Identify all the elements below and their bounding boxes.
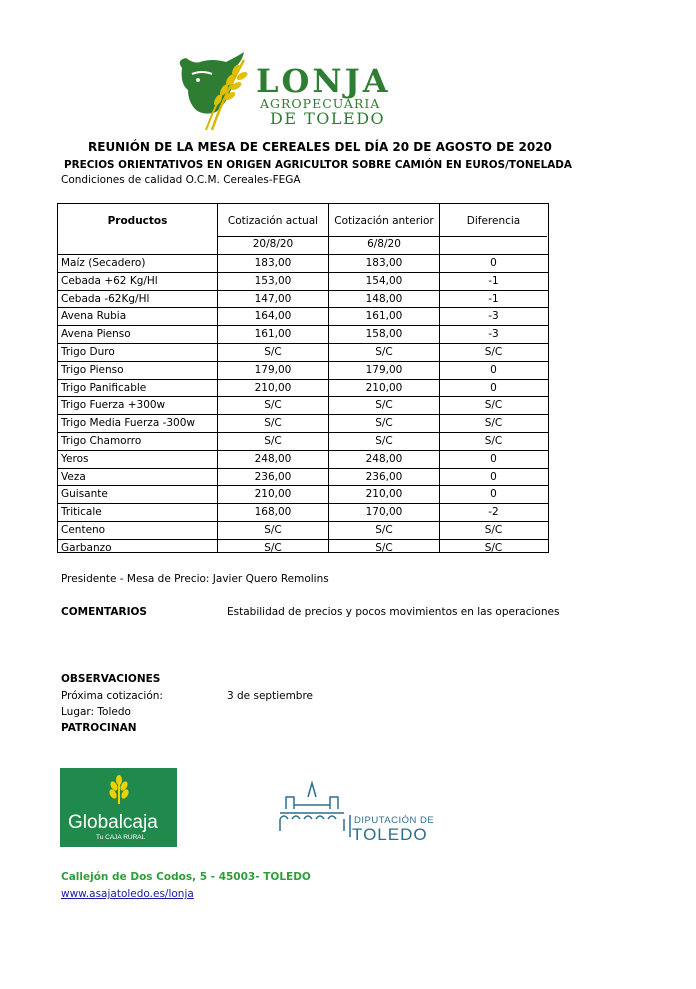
table-body: [58, 254, 548, 557]
comments-text: Estabilidad de precios y pocos movimientos en las operaciones: [227, 606, 560, 618]
previous-price: 210,00: [365, 488, 403, 501]
globalcaja-logo: [60, 768, 177, 847]
table-row: [58, 450, 548, 468]
table-row: [58, 432, 548, 450]
price-difference: S/C: [484, 417, 503, 430]
price-difference: 0: [490, 363, 497, 376]
current-price: S/C: [264, 523, 282, 536]
previous-price: 170,00: [365, 506, 403, 519]
table-row: [58, 396, 548, 414]
price-difference: S/C: [484, 541, 503, 554]
product-name: Yeros: [61, 452, 89, 465]
product-name: Centeno: [61, 523, 106, 536]
product-name: Cebada -62Kg/Hl: [61, 292, 150, 305]
product-name: Avena Pienso: [61, 328, 131, 341]
previous-price: S/C: [375, 434, 393, 447]
diputacion-main-text: TOLEDO: [352, 825, 428, 844]
current-price: 147,00: [254, 292, 292, 305]
price-difference: S/C: [484, 345, 503, 358]
current-price: S/C: [264, 345, 282, 358]
current-price: 248,00: [254, 452, 292, 465]
product-name: Garbanzo: [61, 541, 112, 554]
product-name: Trigo Duro: [61, 345, 115, 358]
table-row: [58, 307, 548, 325]
previous-price: 179,00: [365, 363, 403, 376]
table-row: [58, 361, 548, 379]
logo-sub2-text: DE TOLEDO: [270, 109, 386, 128]
page-subtitle: PRECIOS ORIENTATIVOS EN ORIGEN AGRICULTOR SOBRE CAMIÓN EN EUROS/TONELADA: [64, 159, 572, 171]
previous-price: 161,00: [365, 310, 403, 323]
current-price: S/C: [264, 434, 282, 447]
previous-price: S/C: [375, 417, 393, 430]
previous-price: 148,00: [365, 292, 403, 305]
lonja-logo: [172, 50, 392, 134]
current-price: S/C: [264, 399, 282, 412]
previous-price: 236,00: [365, 470, 403, 483]
previous-price: S/C: [375, 541, 393, 554]
globalcaja-tagline: Tu CAJA RURAL: [96, 834, 146, 841]
table-row: [58, 254, 548, 272]
price-difference: 0: [490, 381, 497, 394]
price-difference: 0: [490, 452, 497, 465]
current-price: S/C: [264, 417, 282, 430]
alcazar-icon: [272, 775, 352, 841]
previous-price: S/C: [375, 345, 393, 358]
previous-price: 248,00: [365, 452, 403, 465]
product-name: Maíz (Secadero): [61, 257, 146, 269]
place-line: Lugar: Toledo: [61, 706, 131, 718]
quality-conditions: Condiciones de calidad O.C.M. Cereales-FEGA: [61, 174, 301, 186]
next-quote-label: Próxima cotización:: [61, 690, 163, 702]
current-price: 164,00: [254, 310, 292, 323]
previous-date: 6/8/20: [367, 238, 401, 250]
bull-wheat-emblem-icon: [172, 50, 392, 134]
sponsors-label: PATROCINAN: [61, 722, 137, 734]
price-difference: 0: [490, 470, 497, 483]
product-name: Trigo Panificable: [61, 381, 147, 394]
comments-label: COMENTARIOS: [61, 606, 147, 618]
table-row: [58, 414, 548, 432]
current-price: 236,00: [254, 470, 292, 483]
globalcaja-name: Globalcaja: [68, 812, 158, 833]
next-quote-date: 3 de septiembre: [227, 690, 314, 702]
table-row: [58, 272, 548, 290]
table-row: [58, 379, 548, 397]
current-price: S/C: [264, 541, 282, 554]
price-difference: 0: [490, 488, 497, 501]
previous-price: 158,00: [365, 328, 403, 341]
header-previous: Cotización anterior: [334, 214, 434, 227]
president-line: Presidente - Mesa de Precio: Javier Quero Remolins: [61, 573, 329, 585]
header-current: Cotización actual: [227, 214, 319, 227]
table-row: [58, 539, 548, 557]
product-name: Trigo Fuerza +300w: [61, 399, 166, 412]
previous-price: 183,00: [365, 257, 403, 269]
price-difference: S/C: [484, 434, 503, 447]
product-name: Trigo Pienso: [61, 363, 124, 376]
logo-sub1-text: AGROPECUARIA: [260, 96, 381, 111]
product-name: Guisante: [61, 488, 108, 501]
table-row: [58, 290, 548, 308]
table-row: [58, 468, 548, 486]
page-title: REUNIÓN DE LA MESA DE CEREALES DEL DÍA 20 DE AGOSTO DE 2020: [88, 140, 552, 154]
price-difference: S/C: [484, 523, 503, 536]
table-row: [58, 503, 548, 521]
product-name: Triticale: [61, 506, 102, 519]
price-difference: -3: [488, 310, 499, 323]
table-row: [58, 325, 548, 343]
header-difference: Diferencia: [466, 214, 521, 227]
current-price: 153,00: [254, 274, 292, 287]
logo-main-text: LONJA: [256, 62, 391, 100]
website-link[interactable]: www.asajatoledo.es/lonja: [61, 888, 194, 900]
current-price: 161,00: [254, 328, 292, 341]
diputacion-toledo-logo: [272, 775, 442, 845]
previous-price: S/C: [375, 399, 393, 412]
price-difference: -3: [488, 328, 499, 341]
header-products: Productos: [107, 214, 168, 227]
price-difference: S/C: [484, 399, 503, 412]
current-price: 210,00: [254, 488, 292, 501]
previous-price: 210,00: [365, 381, 403, 394]
product-name: Trigo Media Fuerza -300w: [61, 417, 196, 430]
current-date: 20/8/20: [252, 238, 294, 250]
table-row: [58, 521, 548, 539]
current-price: 168,00: [254, 506, 292, 519]
current-price: 210,00: [254, 381, 292, 394]
wheat-icon: [104, 774, 134, 806]
previous-price: 154,00: [365, 274, 403, 287]
diputacion-top-text: DIPUTACIÓN DE: [354, 815, 435, 826]
price-difference: -1: [488, 292, 499, 305]
product-name: Veza: [61, 470, 86, 483]
table-row: [58, 343, 548, 361]
address: Callejón de Dos Codos, 5 - 45003- TOLEDO: [61, 871, 311, 883]
price-difference: -1: [488, 274, 499, 287]
price-table: [57, 203, 549, 553]
product-name: Avena Rubia: [61, 310, 127, 323]
current-price: 179,00: [254, 363, 292, 376]
previous-price: S/C: [375, 523, 393, 536]
price-difference: -2: [488, 506, 499, 519]
product-name: Trigo Chamorro: [61, 434, 142, 447]
price-difference: 0: [490, 257, 497, 269]
observations-label: OBSERVACIONES: [61, 673, 161, 685]
table-row: [58, 485, 548, 503]
current-price: 183,00: [254, 257, 292, 269]
product-name: Cebada +62 Kg/Hl: [61, 274, 158, 287]
